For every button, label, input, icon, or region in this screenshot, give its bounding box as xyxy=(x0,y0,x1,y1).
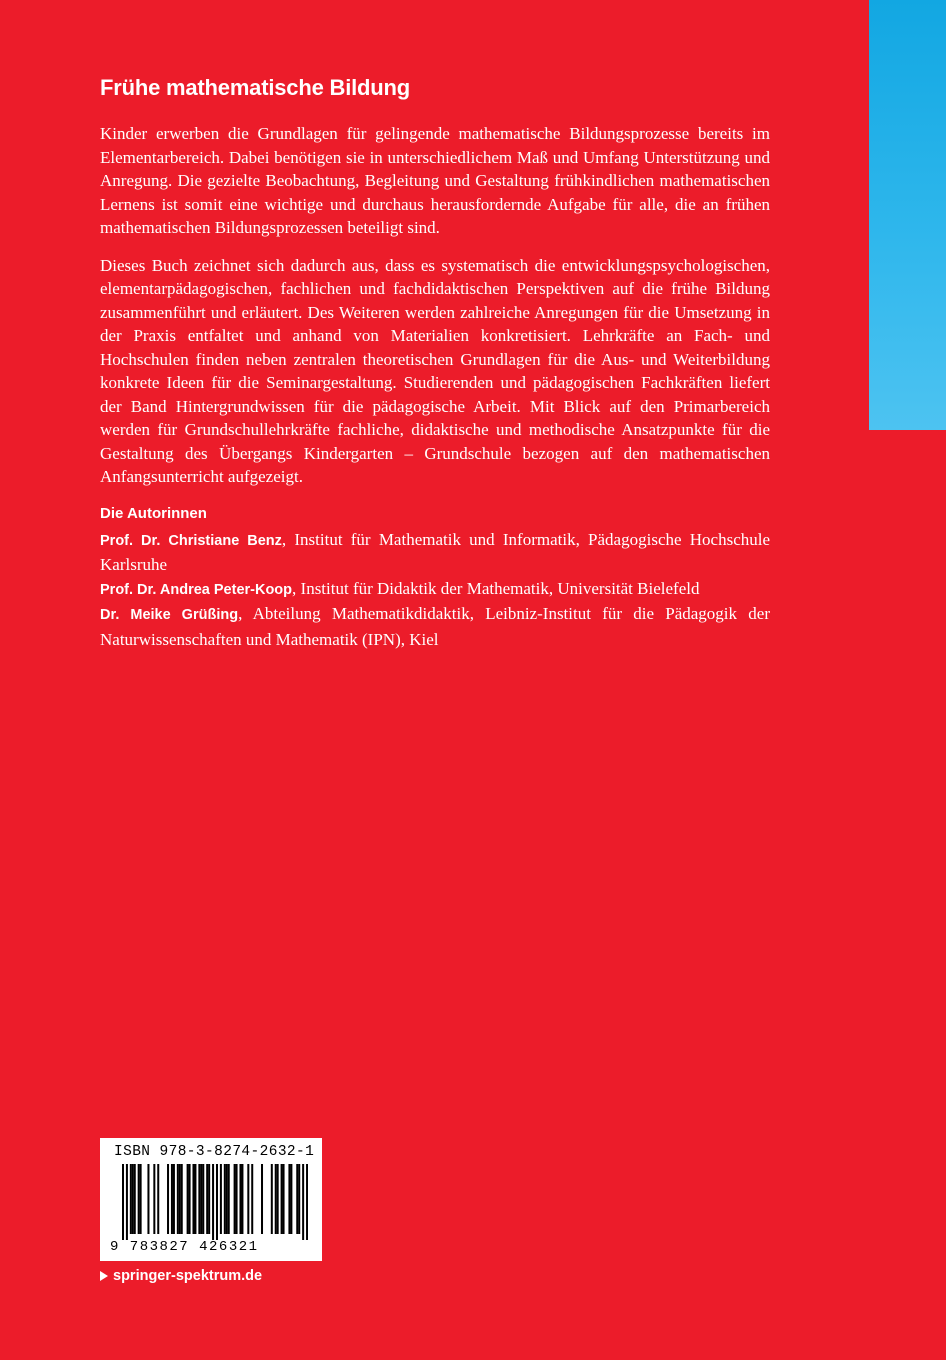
barcode-bar xyxy=(224,1164,226,1234)
back-cover-text xyxy=(100,74,770,651)
book-title: Frühe mathematische Bildung xyxy=(100,75,410,100)
barcode-bar xyxy=(234,1164,236,1234)
barcode-bar xyxy=(226,1164,228,1234)
barcode-bar xyxy=(130,1164,132,1234)
arrow-right-icon xyxy=(100,1271,108,1281)
barcode-bar xyxy=(173,1164,175,1234)
barcode-bar xyxy=(247,1164,249,1234)
barcode-bar xyxy=(220,1164,222,1234)
barcode-bar xyxy=(153,1164,155,1234)
barcode-bar xyxy=(132,1164,134,1234)
barcode-bar xyxy=(134,1164,136,1234)
ean-digits: 9 783827 426321 xyxy=(110,1239,259,1255)
barcode-bar xyxy=(261,1164,263,1234)
author-name: Prof. Dr. Christiane Benz xyxy=(100,532,282,549)
website-label: springer-spektrum.de xyxy=(113,1268,263,1284)
barcode-bar xyxy=(126,1164,128,1240)
barcode-bar xyxy=(236,1164,238,1234)
author-name: Prof. Dr. Andrea Peter-Koop xyxy=(100,581,293,598)
barcode-bar xyxy=(138,1164,140,1234)
barcode-bar xyxy=(194,1164,196,1234)
publisher-website[interactable] xyxy=(100,1266,262,1286)
author-entry xyxy=(100,577,770,603)
barcode-bar xyxy=(275,1164,277,1234)
barcode-bar xyxy=(206,1164,208,1234)
barcode-bar xyxy=(157,1164,159,1234)
barcode-bar xyxy=(298,1164,300,1234)
barcode-bar xyxy=(228,1164,230,1234)
barcode-bar xyxy=(179,1164,181,1234)
barcode-bar xyxy=(251,1164,253,1234)
barcode-bar xyxy=(167,1164,169,1234)
barcode-bar xyxy=(177,1164,179,1234)
barcode-bar xyxy=(239,1164,241,1234)
barcode-bar xyxy=(200,1164,202,1234)
isbn-label: ISBN 978-3-8274-2632-1 xyxy=(114,1144,315,1160)
blurb-paragraph-2: Dieses Buch zeichnet sich dadurch aus, dass es systematisch die entwicklungspsychologischen, elementarpädagogischen, fachlichen und fachdidaktischen Perspektiven auf die frühe Bildung zusammenführt und erläutert. Des Weiteren werden zahlreiche Anregungen für die Umsetzung in der Praxis entfaltet und anhand von Materialien konkretisiert. Lehrkräfte an Fach- und Hochschulen finden neben zentralen theoretischen Grundlagen für die Aus- und Weiterbildung konkrete Ideen für die Seminargestaltung. Studierenden und pädagogischen Fachkräften liefert der Band Hintergrundwissen für die pädagogische Arbeit. Mit Blick auf den Primarbereich werden für Grundschullehrkräfte fachliche, didaktische und methodische Ansatzpunkte für die Gestaltung des Übergangs Kindergarten – Grundschule bezogen auf den mathematischen Anfangsunterricht aufgezeigt. xyxy=(100,255,770,486)
authors-heading: Die Autorinnen xyxy=(100,504,207,522)
barcode-bar xyxy=(171,1164,173,1234)
barcode-bar xyxy=(271,1164,273,1234)
barcode-bar xyxy=(296,1164,298,1234)
barcode-bar xyxy=(192,1164,194,1234)
author-affiliation: , Institut für Mathematik und Informatik, Pädagogische Hochschule Karlsruhe xyxy=(100,529,771,574)
blurb-paragraph-1: Kinder erwerben die Grundlagen für gelingende mathematische Bildungsprozesse bereits im Elementarbereich. Dabei benötigen sie in unterschiedlichem Maß und Umfang Unterstützung und Anregung. Die gezielte Beobachtung, Begleitung und Gestaltung frühkindlichen mathematischen Lernens ist somit eine wichtige und durchaus herausfordernde Aufgabe für alle, die an frühen mathematischen Bildungsprozessen beteiligt sind. xyxy=(100,124,770,237)
barcode-bar xyxy=(187,1164,189,1234)
author-entry xyxy=(100,528,770,577)
barcode-bar xyxy=(212,1164,214,1240)
barcode-bar xyxy=(281,1164,283,1234)
barcode-bar xyxy=(181,1164,183,1234)
isbn-barcode xyxy=(100,1138,322,1261)
barcode-bar xyxy=(202,1164,204,1234)
barcode-bar xyxy=(288,1164,290,1234)
barcode-bar xyxy=(122,1164,124,1240)
author-affiliation: , Abteilung Mathematikdidaktik, Leibniz-Institut für die Pädagogik der Naturwissenschaften und Mathematik (IPN), Kiel xyxy=(100,604,770,649)
barcode-bar xyxy=(189,1164,191,1234)
barcode-bar xyxy=(290,1164,292,1234)
barcode-bar xyxy=(208,1164,210,1234)
barcode-bar xyxy=(241,1164,243,1234)
barcode-bar xyxy=(198,1164,200,1234)
barcode-bar xyxy=(277,1164,279,1234)
author-entry xyxy=(100,602,770,651)
barcode-bar xyxy=(147,1164,149,1234)
barcode-bars xyxy=(122,1164,308,1240)
barcode-bar xyxy=(306,1164,308,1240)
author-affiliation: , Institut für Didaktik der Mathematik, Universität Bielefeld xyxy=(292,578,700,598)
author-name: Dr. Meike Grüßing xyxy=(100,607,239,623)
barcode-bar xyxy=(216,1164,218,1240)
barcode-bar xyxy=(283,1164,285,1234)
barcode-bar xyxy=(140,1164,142,1234)
spine-color-strip xyxy=(869,0,946,430)
barcode-bar xyxy=(302,1164,304,1240)
